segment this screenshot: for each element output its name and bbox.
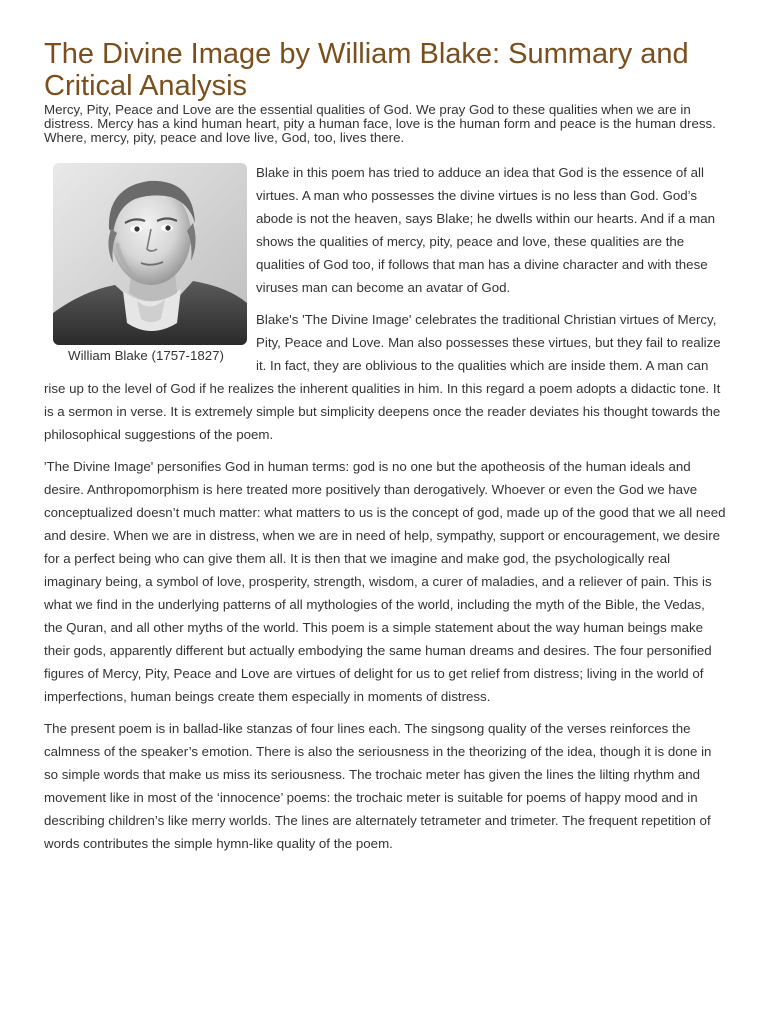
article bbox=[44, 38, 726, 864]
paragraph-1: Blake in this poem has tried to adduce an idea that God is the essence of all virtues. A man who possesses the divine virtues is no less than God. God’s abode is not the heaven, says Blake; he dwells within our hearts. And if a man shows the qualities of mercy, pity, peace and love, these qualities are the qualities of God too, if follows that man has a divine character and with these viruses man can become an avatar of God. bbox=[256, 165, 716, 295]
article-intro: Mercy, Pity, Peace and Love are the essential qualities of God. We pray God to these qualities when we are in distress. Mercy has a kind human heart, pity a human face, love is the human form and peace is the human dress. Where, mercy, pity, peace and love live, God, too, lives there. bbox=[44, 102, 716, 145]
portrait-image bbox=[53, 163, 247, 345]
paragraph-4: The present poem is in ballad-like stanzas of four lines each. The singsong quality of the verses reinforces the calmness of the speaker’s emotion. There is also the seriousness in the theorizing of the idea, though it is done in so simple words that make us miss its seriousness. The trochaic meter has given the lines the lilting rhythm and movement like in most of the ‘innocence’ poems: the trochaic meter is suitable for poems of happy mood and in describing children’s like merry worlds. The lines are alternately tetrameter and trimeter. The frequent repetition of words contributes the simple hymn-like quality of the poem. bbox=[44, 721, 712, 851]
portrait-figure bbox=[44, 163, 248, 364]
paragraph-3: 'The Divine Image' personifies God in human terms: god is no one but the apotheosis of the human ideals and desire. Anthropomorphism is here treated more positively than derogatively. Whoever or even the God we have conceptualized doesn’t much matter: what matters to us is the concept of god, made up of the good that we all need and desire. When we are in distress, when we are in need of help, sympathy, support or encouragement, we desire for a perfect being who can give them all. It is then that we imagine and make god, the psychologically real imaginary being, a symbol of love, prosperity, strength, wisdom, a curer of maladies, and a reliever of pain. This is what we find in the underlying patterns of all mythologies of the world, including the myth of the Bible, the Vedas, the Quran, and all other myths of the world. This poem is a simple statement about the way human beings make their gods, apparently different but actually embodying the same human dreams and desires. The four personified figures of Mercy, Pity, Peace and Love are virtues of delight for us to get relief from distress; living in the world of imperfections, human beings create them especially in moments of distress. bbox=[44, 459, 726, 704]
portrait-caption: William Blake (1757-1827) bbox=[68, 348, 224, 363]
paragraph-2: Blake's 'The Divine Image' celebrates the traditional Christian virtues of Mercy, Pity, Peace and Love. Man also possesses these virtues, but they fail to realize it. In fact, they are oblivious to the qualities which are inside them. A man can rise up to the level of God if he realizes the inherent qualities in him. In this regard a poem adopts a didactic tone. It is a sermon in verse. It is extremely simple but simplicity deepens once the reader deviates his thought towards the philosophical suggestions of the poem. bbox=[44, 312, 721, 442]
article-title: The Divine Image by William Blake: Summary and Critical Analysis bbox=[44, 38, 689, 102]
